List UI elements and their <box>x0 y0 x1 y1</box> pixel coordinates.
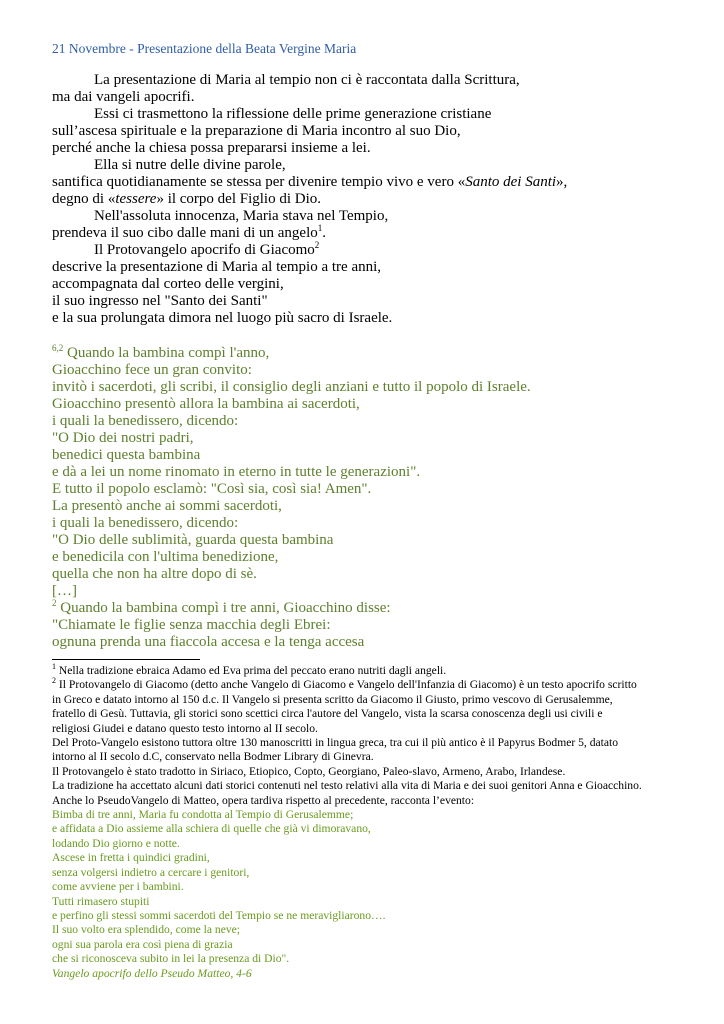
footnote-1 <box>52 664 692 678</box>
text-line: il suo ingresso nel "Santo dei Santi" <box>52 293 268 309</box>
quote-line: "O Dio delle sublimità, guarda questa bambina <box>52 532 334 548</box>
text-fragment: », <box>556 174 568 190</box>
quote-line: Gioacchino presentò allora la bambina ai sacerdoti, <box>52 396 360 412</box>
pseudo-matteo-line: lodando Dio giorno e notte. <box>52 836 180 850</box>
text-line <box>52 191 692 208</box>
quote-line: "O Dio dei nostri padri, <box>52 430 194 446</box>
pseudo-matteo-line: Il suo volto era splendido, come la neve; <box>52 923 241 937</box>
intro-text <box>52 72 692 327</box>
text-fragment: Quando la bambina compì i tre anni, Gioacchino disse: <box>56 600 391 616</box>
text-line <box>52 225 692 242</box>
text-line: La presentazione di Maria al tempio non ci è raccontata dalla Scrittura, <box>94 72 520 88</box>
text-line <box>52 174 692 191</box>
pseudo-matteo-line: Bimba di tre anni, Maria fu condotta al Tempio di Gerusalemme; <box>52 808 354 822</box>
quote-line: quella che non ha altre dopo di sè. <box>52 566 257 582</box>
text-line: perché anche la chiesa possa prepararsi insieme a lei. <box>52 140 371 156</box>
text-fragment: » il corpo del Figlio di Dio. <box>156 191 322 207</box>
footnote-ref[interactable]: 1 <box>317 223 323 233</box>
text-fragment: Il Protovangelo apocrifo di Giacomo <box>94 242 315 258</box>
footnote-number: 1 <box>52 662 56 672</box>
quote-line: benedici questa bambina <box>52 447 201 463</box>
quote-line: La presentò anche ai sommi sacerdoti, <box>52 498 282 514</box>
quote-line: invitò i sacerdoti, gli scribi, il consiglio degli anziani e tutto il popolo di Israele. <box>52 379 531 395</box>
text-line: e la sua prolungata dimora nel luogo più sacro di Israele. <box>52 310 393 326</box>
text-line: Ella si nutre delle divine parole, <box>94 157 286 173</box>
text-fragment: Quando la bambina compì l'anno, <box>63 345 270 361</box>
pseudo-matteo-line: come avviene per i bambini. <box>52 880 184 894</box>
verse-number: 2 <box>52 598 57 608</box>
text-fragment: Nella tradizione ebraica Adamo ed Eva prima del peccato erano nutriti dagli angeli. <box>56 664 447 677</box>
footnotes <box>52 664 692 981</box>
footnote-line: Il Protovangelo è stato tradotto in Siriaco, Etiopico, Copto, Georgiano, Paleo-slavo, Armeno, Arabo, Irlandese. <box>52 764 566 778</box>
document-page <box>52 40 692 981</box>
source-citation: Vangelo apocrifo dello Pseudo Matteo, 4-6 <box>52 966 252 980</box>
text-line: sull’ascesa spirituale e la preparazione di Maria incontro al suo Dio, <box>52 123 461 139</box>
italic-phrase: tessere <box>115 191 157 207</box>
quote-line <box>52 600 692 617</box>
text-line: descrive la presentazione di Maria al tempio a tre anni, <box>52 259 382 275</box>
pseudo-matteo-line: Tutti rimasero stupiti <box>52 894 150 908</box>
footnote-separator <box>52 659 200 660</box>
quote-line: E tutto il popolo esclamò: "Così sia, così sia! Amen". <box>52 481 372 497</box>
italic-phrase: Santo dei Santi <box>465 174 557 190</box>
text-fragment: santifica quotidianamente se stessa per divenire tempio vivo e vero « <box>52 174 466 190</box>
text-fragment: . <box>322 225 327 241</box>
page-header: 21 Novembre - Presentazione della Beata Vergine Maria <box>52 41 357 56</box>
footnote-line: in Greco e datato intorno al 150 d.c. Il Vangelo si presenta scritto da Giacomo il Giusto, primo vescovo di Gerusalemme, <box>52 692 613 706</box>
footnote-line: fratello di Gesù. Tuttavia, gli storici sono scettici circa l'autore del Vangelo, vista la scarsa conoscenza degli usi civili e <box>52 707 603 721</box>
verse-number: 6,2 <box>52 343 64 353</box>
footnote-number: 2 <box>52 676 56 686</box>
quote-line: ognuna prenda una fiaccola accesa e la tenga accesa <box>52 634 365 650</box>
text-fragment: prendeva il suo cibo dalle mani di un angelo <box>52 225 318 241</box>
pseudo-matteo-line: ogni sua parola era così piena di grazia <box>52 937 233 951</box>
text-line: Nell'assoluta innocenza, Maria stava nel Tempio, <box>94 208 389 224</box>
footnote-line: Del Proto-Vangelo esistono tuttora oltre 130 manoscritti in lingua greca, tra cui il più antico è il Papyrus Bodmer 5, datato <box>52 736 619 750</box>
text-line: accompagnata dal corteo delle vergini, <box>52 276 284 292</box>
pseudo-matteo-line: che si riconosceva subito in lei la presenza di Dio". <box>52 952 290 966</box>
text-fragment: degno di « <box>52 191 116 207</box>
footnote-line: La tradizione ha accettato alcuni dati storici contenuti nel testo relativi alla vita di Maria e dei suoi genitori Anna e Gioacchino. <box>52 779 642 793</box>
quote-line: e benedicila con l'ultima benedizione, <box>52 549 279 565</box>
quote-line: […] <box>52 583 77 599</box>
quote-line: i quali la benedissero, dicendo: <box>52 413 239 429</box>
quote-line: i quali la benedissero, dicendo: <box>52 515 239 531</box>
footnote-line: Anche lo PseudoVangelo di Matteo, opera tardiva rispetto al precedente, racconta l’evento: <box>52 793 475 807</box>
text-line: ma dai vangeli apocrifi. <box>52 89 195 105</box>
pseudo-matteo-line: e perfino gli stessi sommi sacerdoti del Tempio se ne meravigliarono…. <box>52 908 386 922</box>
quote-line <box>52 345 692 362</box>
footnote-line: religiosi Giudei e datano questo testo intorno al II secolo. <box>52 721 318 735</box>
footnote-line: intorno al II secolo d.C, conservato nella Bodmer Library di Ginevra. <box>52 750 374 764</box>
footnote-ref[interactable]: 2 <box>314 240 320 250</box>
text-line <box>52 242 692 259</box>
quote-line: Gioacchino fece un gran convito: <box>52 362 252 378</box>
pseudo-matteo-line: e affidata a Dio assieme alla schiera di quelle che già vi dimoravano, <box>52 822 371 836</box>
text-line: Essi ci trasmettono la riflessione delle prime generazione cristiane <box>94 106 492 122</box>
quote-line: e dà a lei un nome rinomato in eterno in tutte le generazioni". <box>52 464 421 480</box>
quote-line: "Chiamate le figlie senza macchia degli Ebrei: <box>52 617 331 633</box>
pseudo-matteo-line: senza volgersi indietro a cercare i genitori, <box>52 865 250 879</box>
pseudo-matteo-line: Ascese in fretta i quindici gradini, <box>52 851 210 865</box>
protovangelo-quote <box>52 345 692 651</box>
text-fragment: Il Protovangelo di Giacomo (detto anche Vangelo di Giacomo e Vangelo dell'Infanzia di Giacomo) è un testo apocrifo scritto <box>56 678 637 692</box>
footnote-2 <box>52 678 692 692</box>
